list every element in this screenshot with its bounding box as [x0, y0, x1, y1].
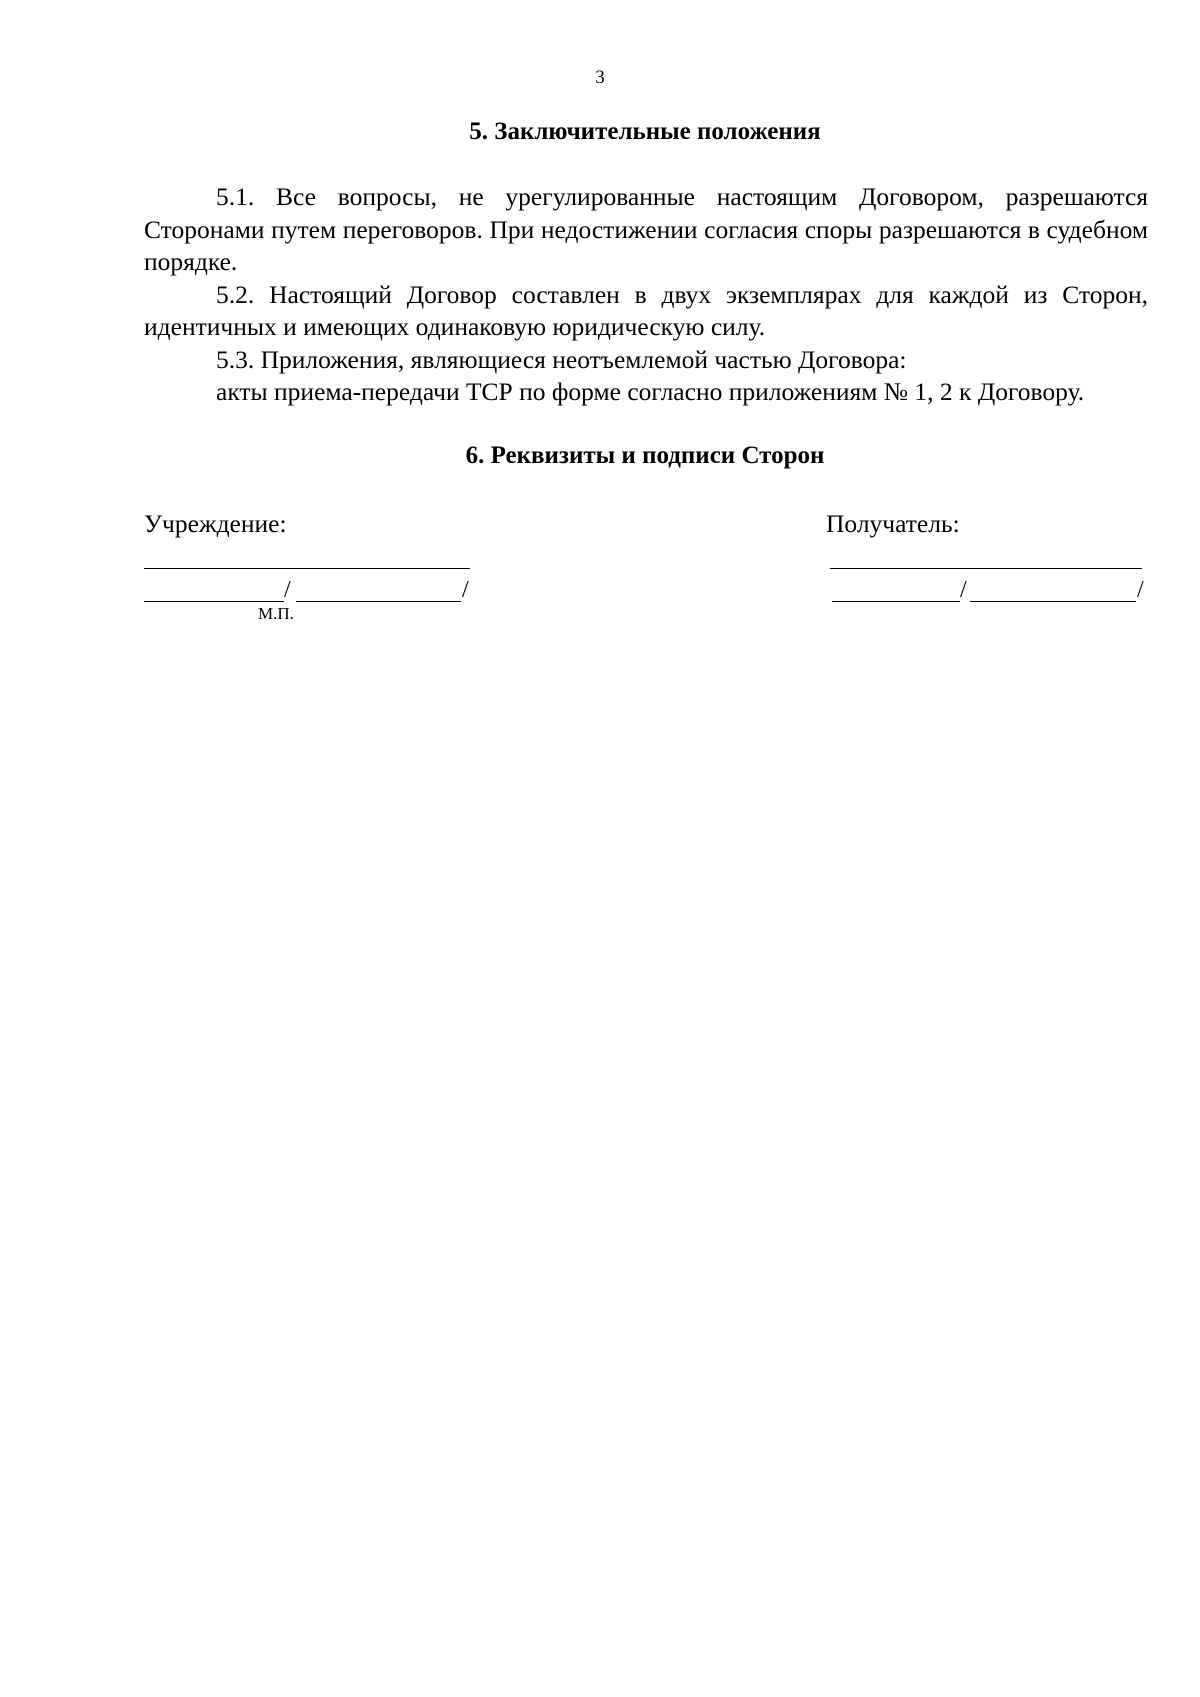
page-number: 3: [595, 67, 605, 88]
recipient-name-line: [830, 568, 1142, 569]
institution-label: Учреждение:: [144, 509, 287, 538]
recipient-slash-2: /: [1137, 577, 1144, 603]
clause-5-3: 5.3. Приложения, являющиеся неотъемлемой частью Договора:: [216, 344, 907, 374]
recipient-label: Получатель:: [826, 509, 960, 538]
institution-slash-1: /: [284, 577, 291, 603]
section-5-body: [144, 181, 1148, 409]
recipient-slash-1: /: [960, 577, 967, 603]
institution-name-line: [144, 568, 470, 569]
institution-name-decode-line: [296, 601, 461, 602]
clause-5-3-item: акты приема-передачи ТСР по форме согласно приложениям № 1, 2 к Договору.: [216, 377, 1085, 406]
recipient-name-decode-line: [970, 601, 1136, 602]
section-6-heading: 6. Реквизиты и подписи Сторон: [465, 442, 825, 469]
clause-5-1: 5.1. Все вопросы, не урегулированные настоящим Договором, разрешаются Сторонами путем переговоров. При недостижении согласия споры разрешаются в судебном порядке.: [144, 182, 1148, 276]
institution-signature-line: [144, 601, 284, 602]
institution-slash-2: /: [462, 577, 469, 603]
section-5-heading: 5. Заключительные положения: [469, 118, 821, 145]
clause-5-2: 5.2. Настоящий Договор составлен в двух экземплярах для каждой из Сторон, идентичных и имеющих одинаковую юридическую силу.: [144, 279, 1148, 341]
stamp-place-label: М.П.: [258, 604, 294, 623]
recipient-signature-line: [832, 601, 960, 602]
